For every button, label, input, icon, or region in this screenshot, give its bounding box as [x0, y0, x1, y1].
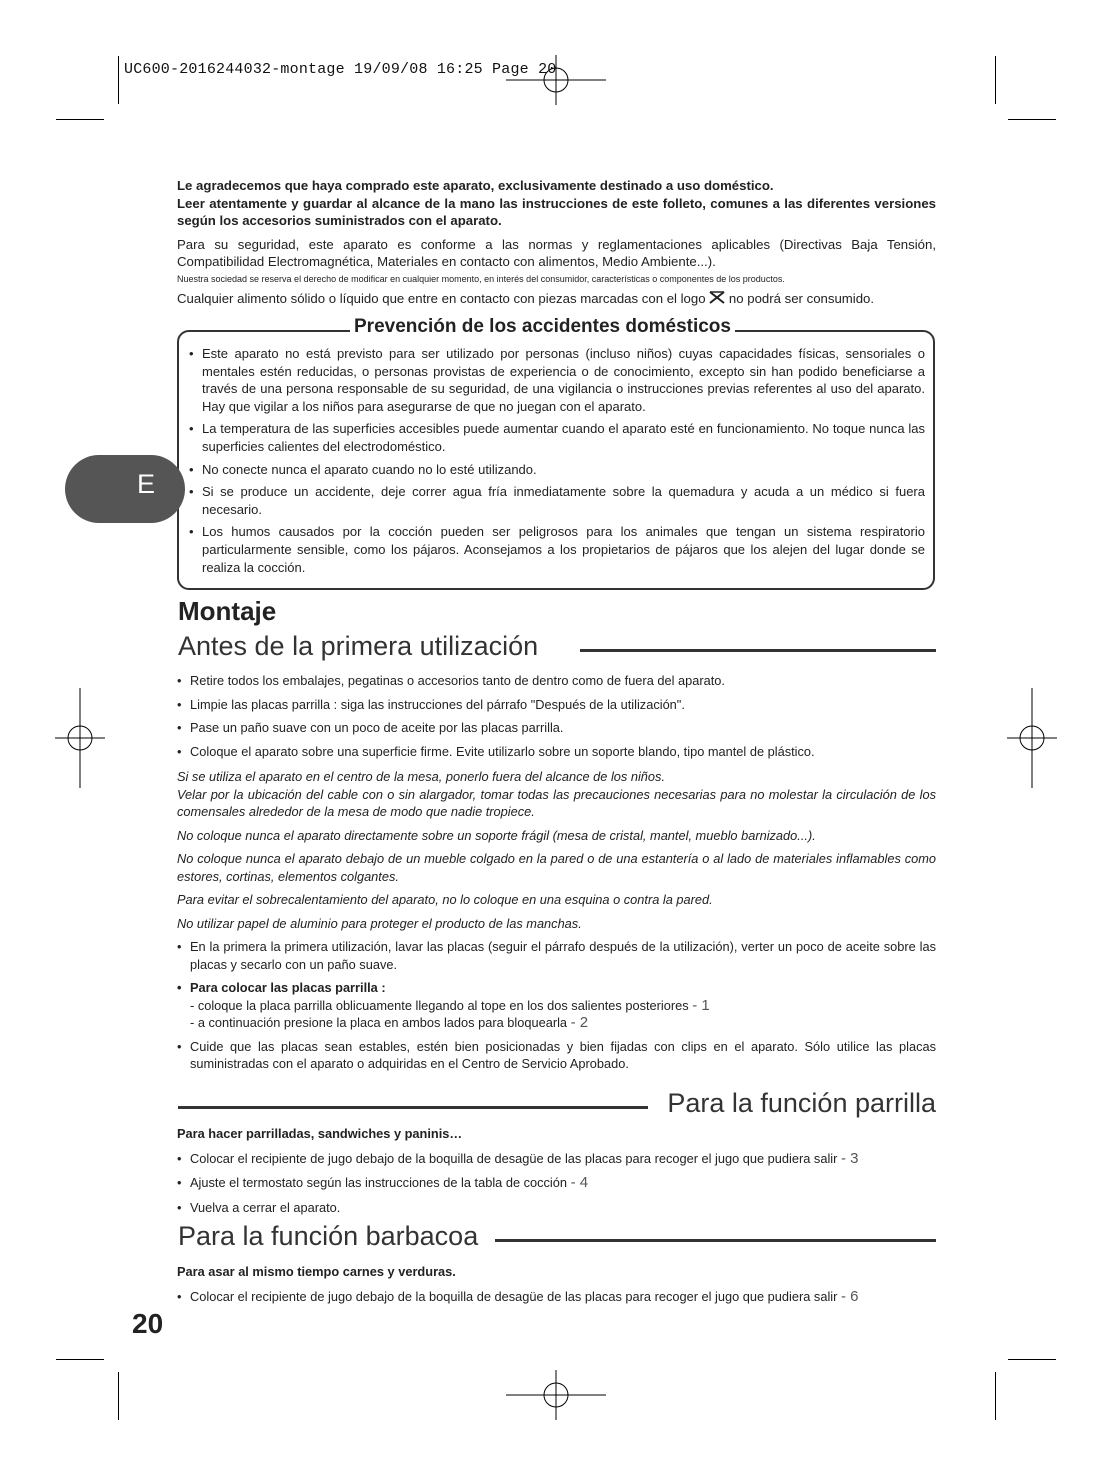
section-rule — [580, 649, 936, 652]
intro-thanks: Le agradecemos que haya comprado este aparato, exclusivamente destinado a uso doméstico. — [177, 178, 774, 193]
intro-read-instructions: Leer atentamente y guardar al alcance de la mano las instrucciones de este folleto, comunes a las diferentes versiones según los accesorios suministrados con el aparato. — [177, 195, 936, 228]
grill-item: • Colocar el recipiente de jugo debajo de la boquilla de desagüe de las placas para recoger el jugo que pudiera salir - 3 — [177, 1150, 936, 1168]
care-item: • Cuide que las placas sean estables, estén bien posicionadas y bien fijadas con clips en el aparato. Sólo utilice las placas suministradas con el aparato o adquiridas en el Centro de Servicio Aprobado. — [177, 1038, 936, 1073]
registration-mark-icon — [982, 688, 1082, 788]
crop-mark — [56, 1359, 104, 1360]
montaje-item: • Coloque el aparato sobre una superficie firme. Evite utilizarlo sobre un soporte blando, tipo mantel de plástico. — [177, 743, 936, 761]
montaje-section — [177, 672, 936, 1073]
crop-mark — [1008, 119, 1056, 120]
plates-title: • Para colocar las placas parrilla : — [177, 979, 936, 997]
intro-logo-line: Cualquier alimento sólido o líquido que entre en contacto con piezas marcadas con el logo no podrá ser consumido. — [177, 290, 875, 306]
montaje-item: • Retire todos los embalajes, pegatinas o accesorios tanto de dentro como de fuera del aparato. — [177, 672, 936, 690]
antes-title: Antes de la primera utilización — [178, 631, 550, 662]
crop-mark — [56, 119, 104, 120]
montaje-item: • Limpie las placas parrilla : siga las instrucciones del párrafo "Después de la utilización". — [177, 696, 936, 714]
page-number: 20 — [132, 1308, 164, 1339]
warning-text: No coloque nunca el aparato directamente sobre un soporte frágil (mesa de cristal, mantel, mueblo barnizado...). — [177, 827, 816, 843]
bbq-lead: Para asar al mismo tiempo carnes y verduras. — [177, 1264, 456, 1279]
language-tab: E — [65, 455, 185, 523]
prevention-item: • No conecte nunca el aparato cuando no lo esté utilizando. — [189, 461, 925, 479]
grill-item: • Ajuste el termostato según las instrucciones de la tabla de cocción - 4 — [177, 1174, 936, 1192]
crop-mark — [118, 56, 119, 104]
not-food-safe-icon — [709, 291, 725, 304]
grill-title: Para la función parrilla — [659, 1088, 936, 1119]
intro-company-note: Nuestra sociedad se reserva el derecho de modificar en cualquier momento, en interés del consumidor, características o componentes de los productos. — [177, 273, 785, 284]
crop-mark — [1008, 1359, 1056, 1360]
section-rule — [495, 1239, 936, 1242]
warning-text: Si se utiliza el aparato en el centro de la mesa, ponerlo fuera del alcance de los niños. — [177, 769, 666, 784]
warning-text: No utilizar papel de aluminio para proteger el producto de las manchas. — [177, 915, 582, 931]
grill-item: • Vuelva a cerrar el aparato. — [177, 1199, 936, 1217]
prevention-list — [189, 345, 925, 576]
intro-safety: Para su seguridad, este aparato es conforme a las normas y reglamentaciones aplicables (Directivas Baja Tensión, Compatibilidad Electromagnética, Materiales en contacto con alimentos, Medio Ambiente...). — [177, 236, 936, 269]
bbq-title: Para la función barbacoa — [178, 1221, 488, 1252]
prevention-title: Prevención de los accidentes domésticos — [350, 316, 735, 338]
prevention-item: • Si se produce un accidente, deje correr agua fría inmediatamente sobre la quemadura y acuda a un médico si fuera necesario. — [189, 483, 925, 518]
registration-mark-icon — [506, 30, 606, 130]
warning-text: Para evitar el sobrecalentamiento del aparato, no lo coloque en una esquina o contra la pared. — [177, 892, 713, 907]
montaje-item: • Pase un paño suave con un poco de aceite por las placas parrilla. — [177, 719, 936, 737]
warning-text: No coloque nunca el aparato debajo de un mueble colgado en la pared o de una estantería o al lado de materiales inflamables como estores, cortinas, elementos colgantes. — [177, 851, 936, 884]
crop-mark — [995, 56, 996, 104]
section-rule — [178, 1106, 648, 1109]
first-use-item: • En la primera la primera utilización, lavar las placas (seguir el párrafo después de la utilización), verter un poco de aceite sobre las placas y secarlo con un paño suave. — [177, 938, 936, 973]
bbq-section — [177, 1263, 936, 1305]
plates-step: - coloque la placa parrilla oblicuamente llegando al tope en los dos salientes posteriores - 1 — [190, 996, 710, 1014]
registration-mark-icon — [30, 688, 130, 788]
grill-lead: Para hacer parrilladas, sandwiches y paninis… — [177, 1126, 463, 1141]
bbq-item: • Colocar el recipiente de jugo debajo de la boquilla de desagüe de las placas para recoger el jugo que pudiera salir - 6 — [177, 1288, 936, 1306]
warning-text: Velar por la ubicación del cable con o sin alargador, tomar todas las precauciones necesarias para no molestar la circulación de los comensales alrededor de la mesa de modo que nadie tropiece. — [177, 786, 936, 819]
prevention-item: • Este aparato no está previsto para ser utilizado por personas (incluso niños) cuyas capacidades físicas, sensoriales o mentales estén reducidas, o personas provistas de experiencia o de conocimiento, excepto sin han podido beneficiarse a través de una persona responsable de su seguridad, de una vigilancia o instrucciones previas referentes al uso del aparato. Hay que vigilar a los niños para asegurarse de que no juegan con el aparato. — [189, 345, 925, 415]
crop-mark — [118, 1372, 119, 1420]
grill-section — [177, 1125, 936, 1216]
plates-step: - a continuación presione la placa en ambos lados para bloquearla - 2 — [190, 1014, 589, 1031]
crop-mark — [995, 1372, 996, 1420]
montaje-title: Montaje — [178, 596, 277, 626]
prevention-item: • La temperatura de las superficies accesibles puede aumentar cuando el aparato esté en funcionamiento. No toque nunca las superficies calientes del electrodoméstico. — [189, 420, 925, 455]
intro-section — [177, 177, 936, 307]
print-slug: UC600-2016244032-montage 19/09/08 16:25 Page 20 — [124, 61, 557, 78]
prevention-item: • Los humos causados por la cocción pueden ser peligrosos para los animales que tengan un sistema respiratorio particularmente sensible, como los pájaros. Aconsejamos a los propietarios de pájaros que los alejen del lugar donde se realiza la cocción. — [189, 523, 925, 576]
registration-mark-icon — [506, 1345, 606, 1445]
